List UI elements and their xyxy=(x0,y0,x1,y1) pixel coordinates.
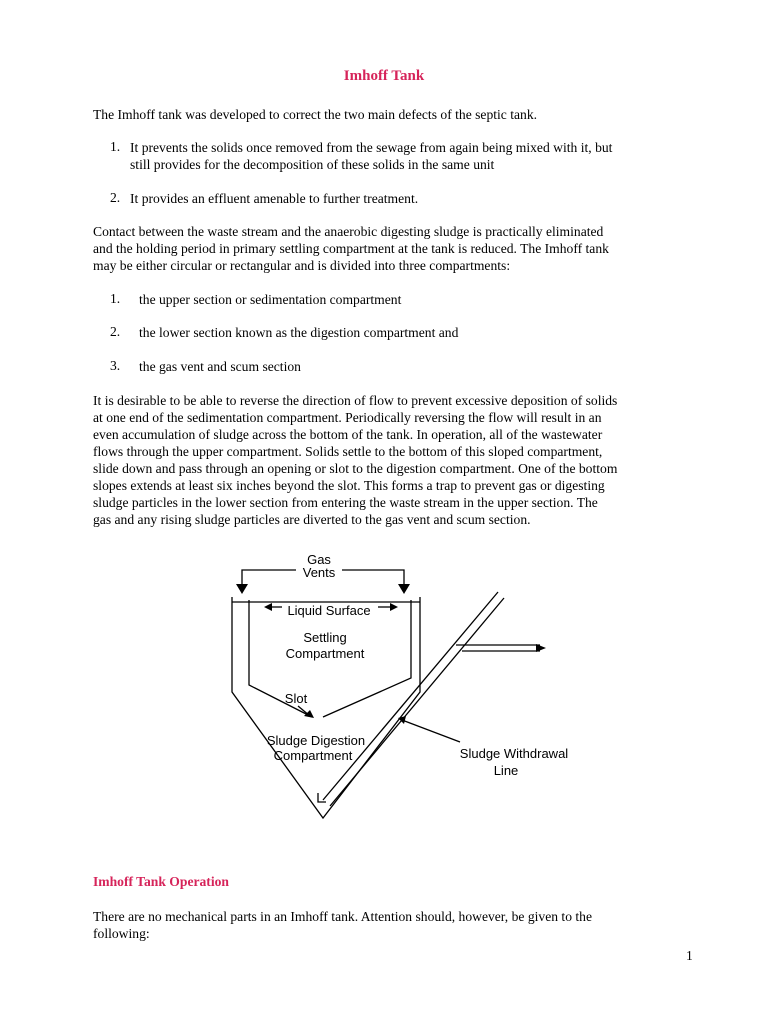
list-number: 2. xyxy=(110,324,121,339)
intro-paragraph: The Imhoff tank was developed to correct the two main defects of the septic tank. xyxy=(93,107,538,122)
paragraph-line: following: xyxy=(93,926,150,941)
slot-label: Slot xyxy=(284,691,308,706)
paragraph-line: may be either circular or rectangular and is divided into three compartments: xyxy=(93,258,511,273)
withdrawal-label: Line xyxy=(493,763,519,778)
gas-vent-arrow-line xyxy=(342,570,404,586)
paragraph-line: gas and any rising sludge particles are diverted to the gas vent and scum section. xyxy=(93,512,531,527)
paragraph-line: even accumulation of sludge across the bottom of the tank. In operation, all of the wastewater xyxy=(93,427,603,442)
paragraph-line: sludge particles in the lower section from entering the waste stream in the upper section. The xyxy=(93,495,598,510)
digestion-label: Compartment xyxy=(273,748,353,763)
list-item-text: still provides for the decomposition of these solids in the same unit xyxy=(130,157,495,172)
paragraph-line: at one end of the sedimentation compartment. Periodically reversing the flow will result in an xyxy=(93,410,602,425)
liquid-surface-label: Liquid Surface xyxy=(287,603,371,618)
withdrawal-pointer-line xyxy=(402,720,460,742)
gas-vents-label: Vents xyxy=(302,565,336,580)
page-title: Imhoff Tank xyxy=(343,68,425,84)
list-number: 1. xyxy=(110,291,121,306)
list-item-text: the lower section known as the digestion compartment and xyxy=(139,325,459,340)
page-number: 1 xyxy=(686,948,693,963)
list-item-text: It provides an effluent amenable to further treatment. xyxy=(130,191,419,206)
paragraph-line: There are no mechanical parts in an Imhoff tank. Attention should, however, be given to the xyxy=(93,909,592,924)
list-item-text: the gas vent and scum section xyxy=(139,359,301,374)
arrowhead xyxy=(390,603,398,611)
section-heading: Imhoff Tank Operation xyxy=(93,874,229,889)
arrowhead xyxy=(264,603,272,611)
paragraph-line: and the holding period in primary settling compartment at the tank is reduced. The Imhoff tank xyxy=(93,241,609,256)
paragraph-line: slide down and pass through an opening or slot to the digestion compartment. One of the bottom xyxy=(93,461,618,476)
paragraph-line: slopes extends at least six inches beyond the slot. This forms a trap to prevent gas or digesting xyxy=(93,478,605,493)
arrowhead xyxy=(536,644,546,652)
gas-vent-arrow-line xyxy=(242,570,296,586)
settling-label: Settling xyxy=(303,630,347,645)
withdrawal-label: Sludge Withdrawal xyxy=(459,746,569,761)
paragraph-line: It is desirable to be able to reverse the direction of flow to prevent excessive deposition of solids xyxy=(93,393,618,408)
gas-vents-label: Gas xyxy=(307,552,331,567)
list-number: 2. xyxy=(110,190,121,205)
digestion-label: Sludge Digestion xyxy=(266,733,366,748)
list-number: 1. xyxy=(110,139,121,154)
paragraph-line: flows through the upper compartment. Solids settle to the bottom of this sloped compartment, xyxy=(93,444,603,459)
list-item-text: It prevents the solids once removed from the sewage from again being mixed with it, but xyxy=(130,140,613,155)
arrowhead xyxy=(398,584,410,594)
paragraph-line: Contact between the waste stream and the anaerobic digesting sludge is practically eliminated xyxy=(93,224,604,239)
settling-label: Compartment xyxy=(285,646,365,661)
list-number: 3. xyxy=(110,358,121,373)
arrowhead xyxy=(236,584,248,594)
list-item-text: the upper section or sedimentation compartment xyxy=(139,292,402,307)
